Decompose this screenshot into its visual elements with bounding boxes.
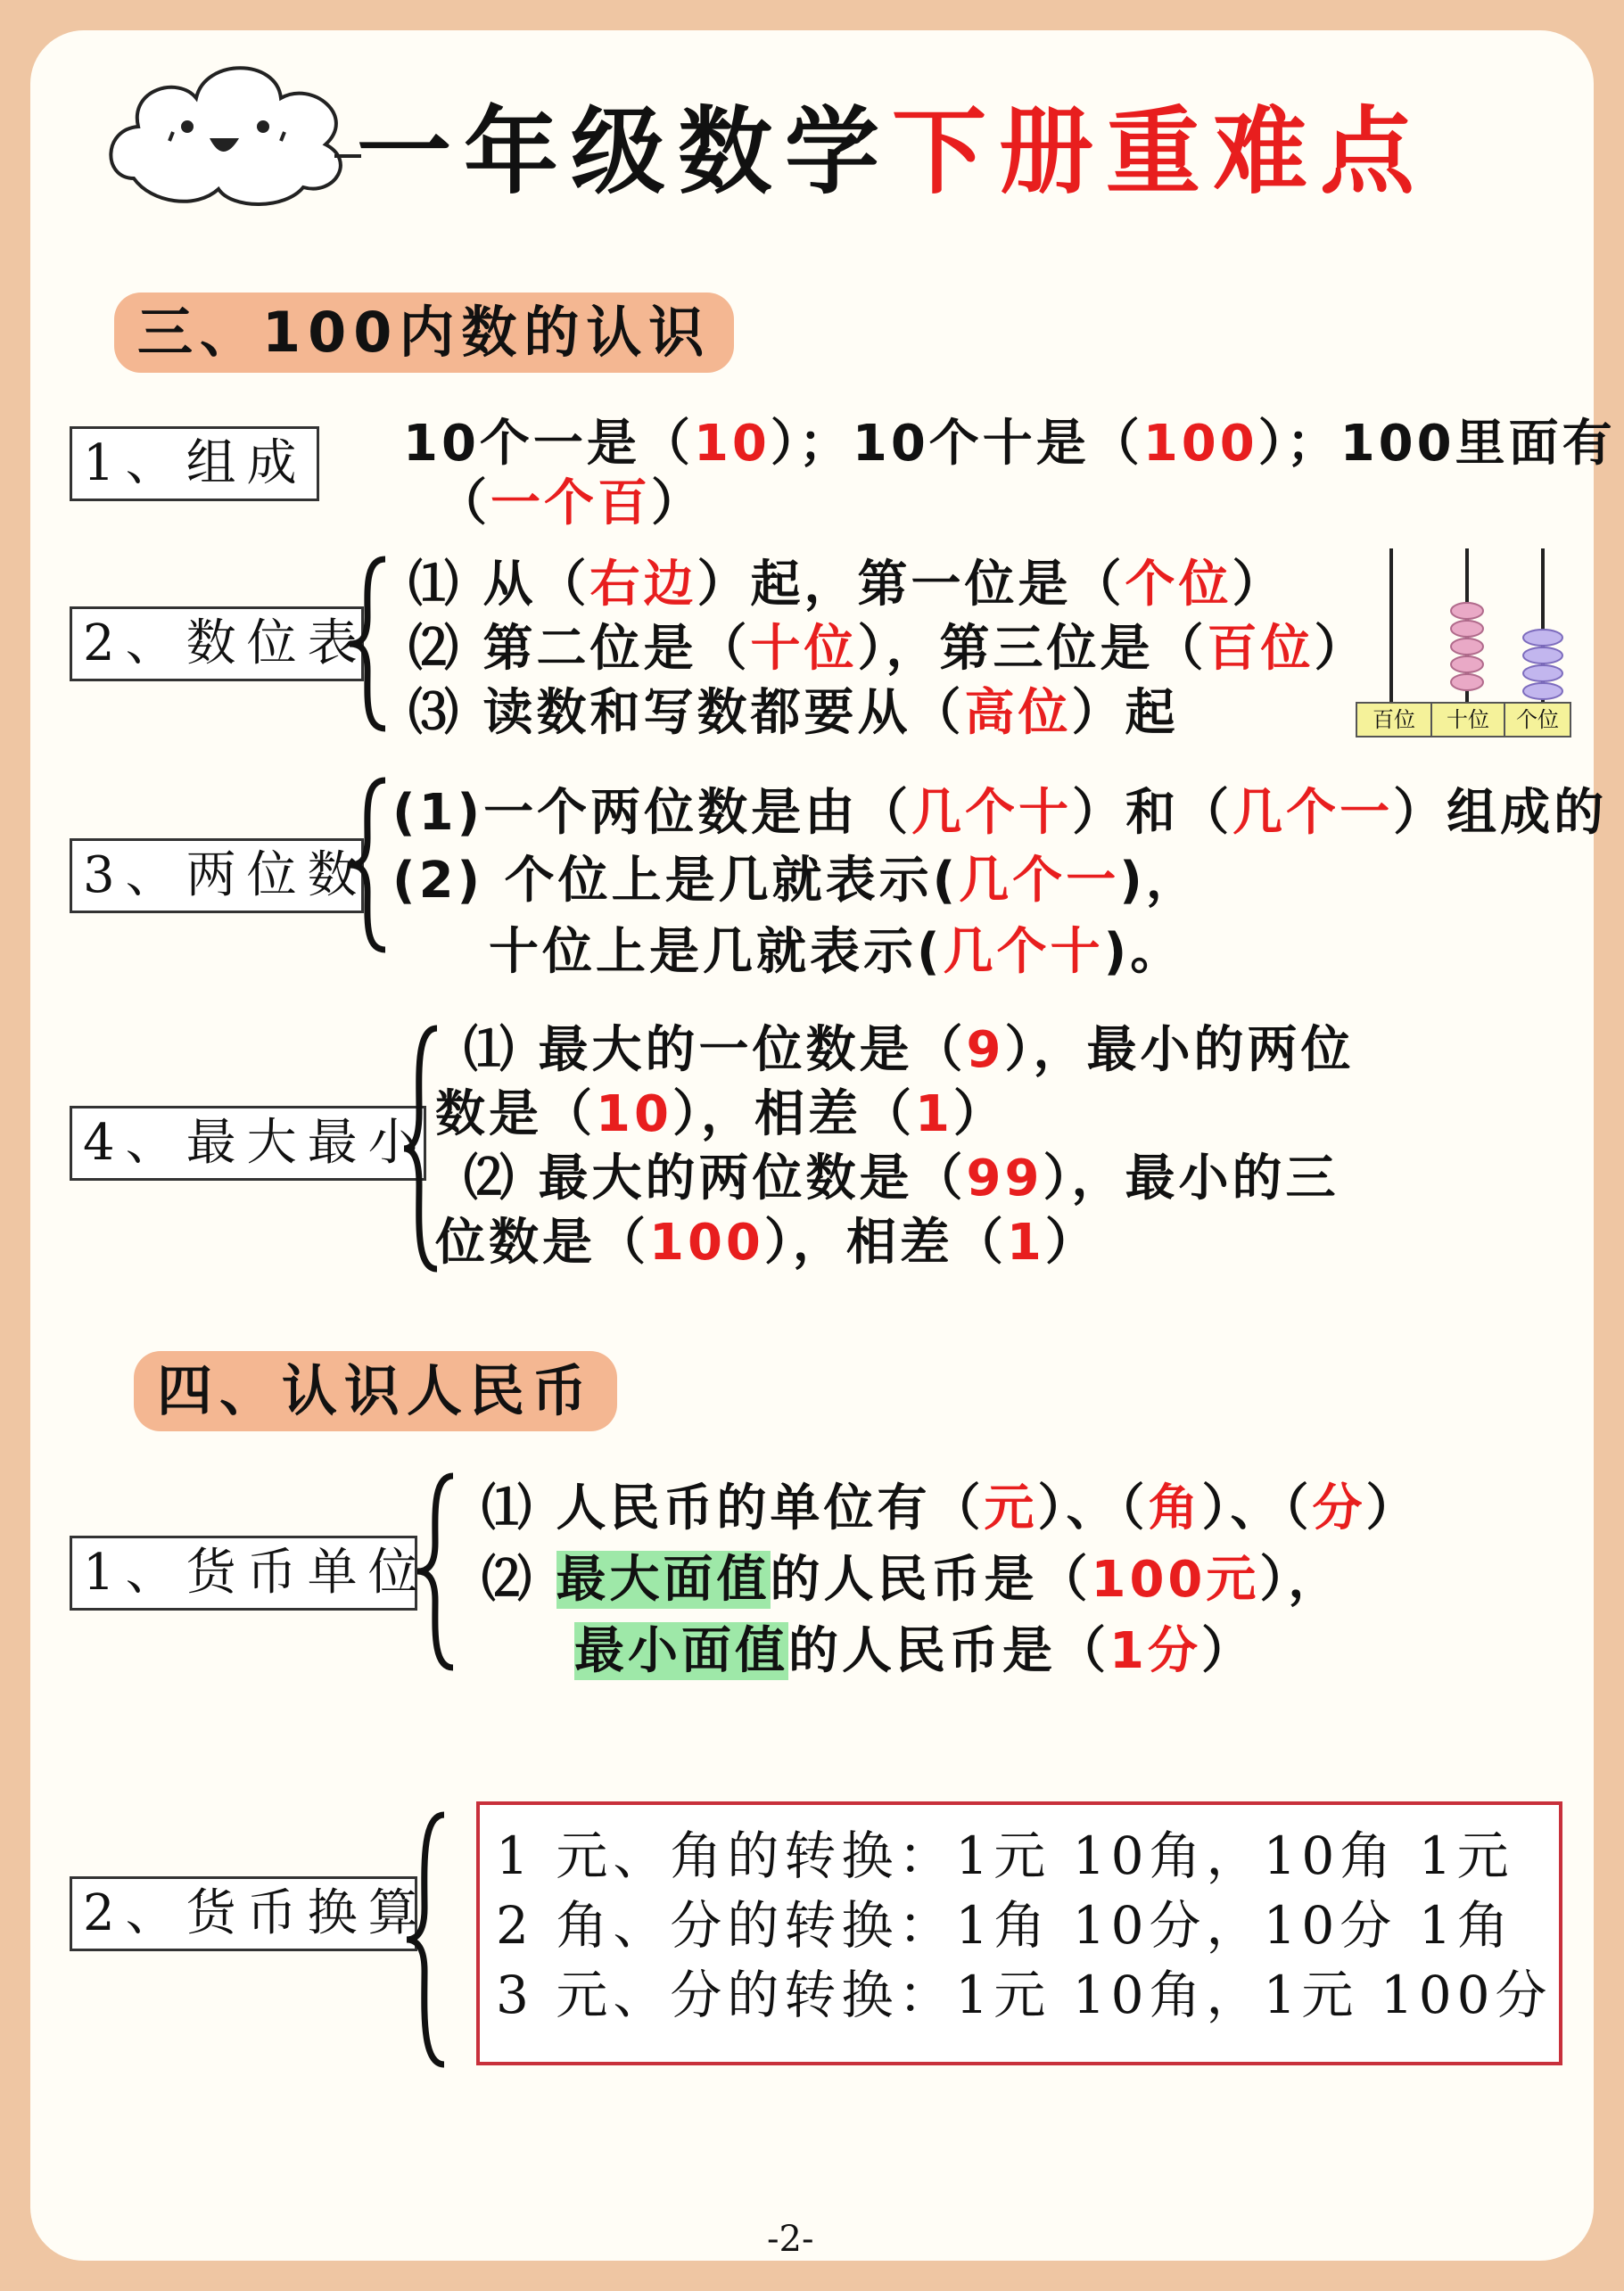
conversion-line-2: 2 角、分的转换：1角 10分，10分 1角 [496, 1895, 1514, 1956]
place-value-item-3: ⑶ 读数和写数都要从（高位）起 [408, 684, 1179, 742]
units-item-1: ⑴ 人民币的单位有（元）、（角）、（分） [482, 1479, 1420, 1537]
max-min-item-2a: ⑵ 最大的两位数是（99），最小的三 [464, 1150, 1340, 1207]
max-min-item-2b: 位数是（100），相差（1） [435, 1214, 1099, 1272]
two-digit-item-1: (1)一个两位数是由（几个十）和（几个一）组成的 [392, 784, 1608, 842]
place-value-item-2: ⑵ 第二位是（十位），第三位是（百位） [408, 620, 1368, 678]
brace-icon [342, 555, 396, 733]
brace-icon [401, 1810, 455, 2069]
two-digit-item-3: 十位上是几就表示(几个十)。 [489, 923, 1184, 981]
abacus-icon [1347, 544, 1587, 705]
section-heading-4: 四、认识人民币 [134, 1351, 617, 1431]
units-item-2: ⑵ 最大面值的人民币是（100元）， [482, 1551, 1342, 1609]
label-max-min: 4、最大最小 [70, 1106, 426, 1181]
label-currency-conversion: 2、货币换算 [70, 1876, 417, 1951]
abacus-label-tens: 十位 [1430, 702, 1505, 738]
composition-line-2: （一个百） [437, 474, 705, 532]
abacus-label-hundreds: 百位 [1356, 702, 1432, 738]
composition-line-1: 10个一是（10）；10个十是（100）；100里面有 [403, 415, 1616, 473]
conversion-line-3: 3 元、分的转换：1元 10角，1元 100分 [496, 1965, 1553, 2025]
conversion-line-1: 1 元、角的转换：1元 10角，10角 1元 [496, 1825, 1514, 1886]
abacus-label-ones: 个位 [1504, 702, 1571, 738]
units-item-3: 最小面值的人民币是（1分） [574, 1622, 1255, 1680]
page-title: 一年级数学下册重难点 [357, 97, 1427, 207]
page-number: -2- [767, 2219, 814, 2260]
section-heading-3: 三、100内数的认识 [114, 293, 734, 373]
place-value-item-1: ⑴ 从（右边）起，第一位是（个位） [408, 556, 1286, 614]
brace-icon [410, 1471, 464, 1672]
label-composition: 1、组成 [70, 426, 319, 501]
max-min-item-1a: ⑴ 最大的一位数是（9），最小的两位 [464, 1021, 1355, 1079]
two-digit-item-2: (2) 个位上是几就表示(几个一)， [392, 852, 1199, 910]
brace-icon [342, 776, 396, 954]
label-place-value: 2、数位表 [70, 606, 364, 681]
cloud-face-icon [98, 45, 366, 223]
label-currency-units: 1、货币单位 [70, 1536, 417, 1611]
label-two-digit: 3、两位数 [70, 838, 364, 913]
max-min-item-1b: 数是（10），相差（1） [435, 1085, 1007, 1143]
